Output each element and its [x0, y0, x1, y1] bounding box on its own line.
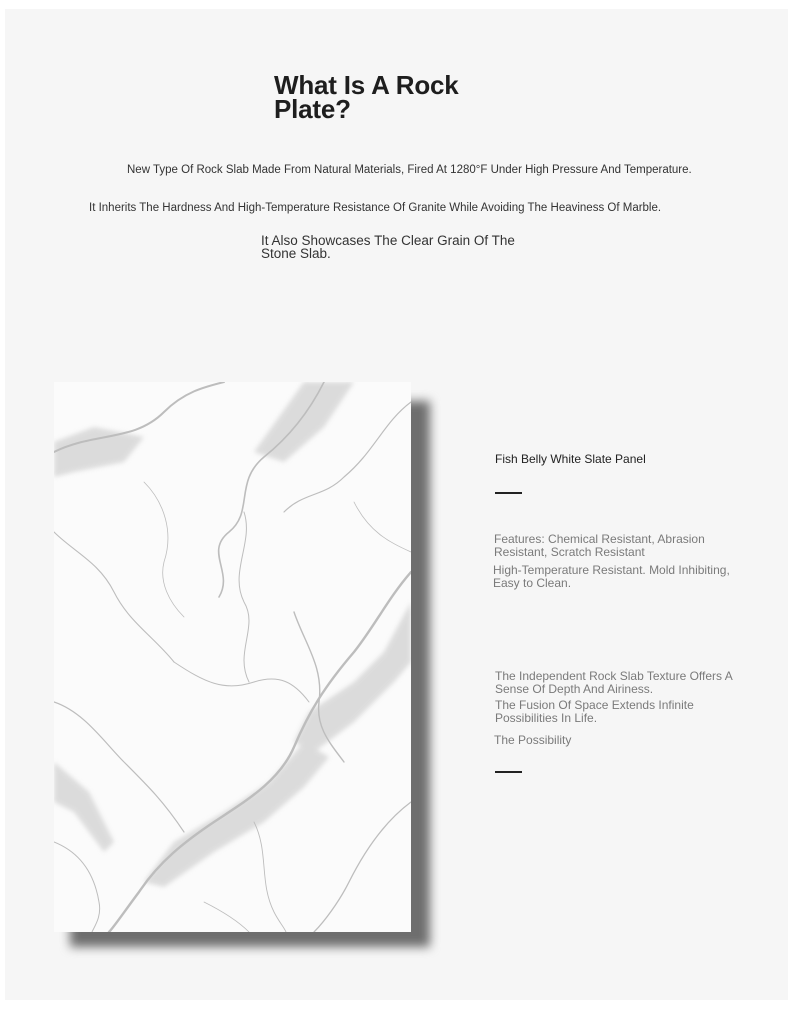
white-marble-slab-image	[54, 382, 411, 932]
texture-text: The Fusion Of Space Extends Infinite Possibilities In Life.	[495, 698, 694, 725]
product-name: Fish Belly White Slate Panel	[495, 452, 646, 466]
intro-line-1: New Type Of Rock Slab Made From Natural Materials, Fired At 1280°F Under High Pressure And Temperature.	[127, 164, 692, 176]
page-title: What Is A Rock Plate?	[274, 70, 459, 124]
intro-line-3: It Also Showcases The Clear Grain Of The Stone Slab.	[261, 233, 515, 261]
feature-text: Features: Chemical Resistant, Abrasion Resistant, Scratch Resistant	[494, 532, 705, 559]
page	[5, 9, 788, 1000]
divider-line	[495, 771, 522, 773]
marble-slab-image	[54, 382, 411, 932]
feature-text: High-Temperature Resistant. Mold Inhibiting, Easy to Clean.	[493, 563, 730, 590]
intro-line-2: It Inherits The Hardness And High-Temperature Resistance Of Granite While Avoiding The Heaviness Of Marble.	[89, 202, 662, 214]
divider-line	[495, 492, 522, 494]
texture-text: The Possibility	[494, 733, 572, 747]
texture-text: The Independent Rock Slab Texture Offers A Sense Of Depth And Airiness.	[495, 669, 733, 696]
